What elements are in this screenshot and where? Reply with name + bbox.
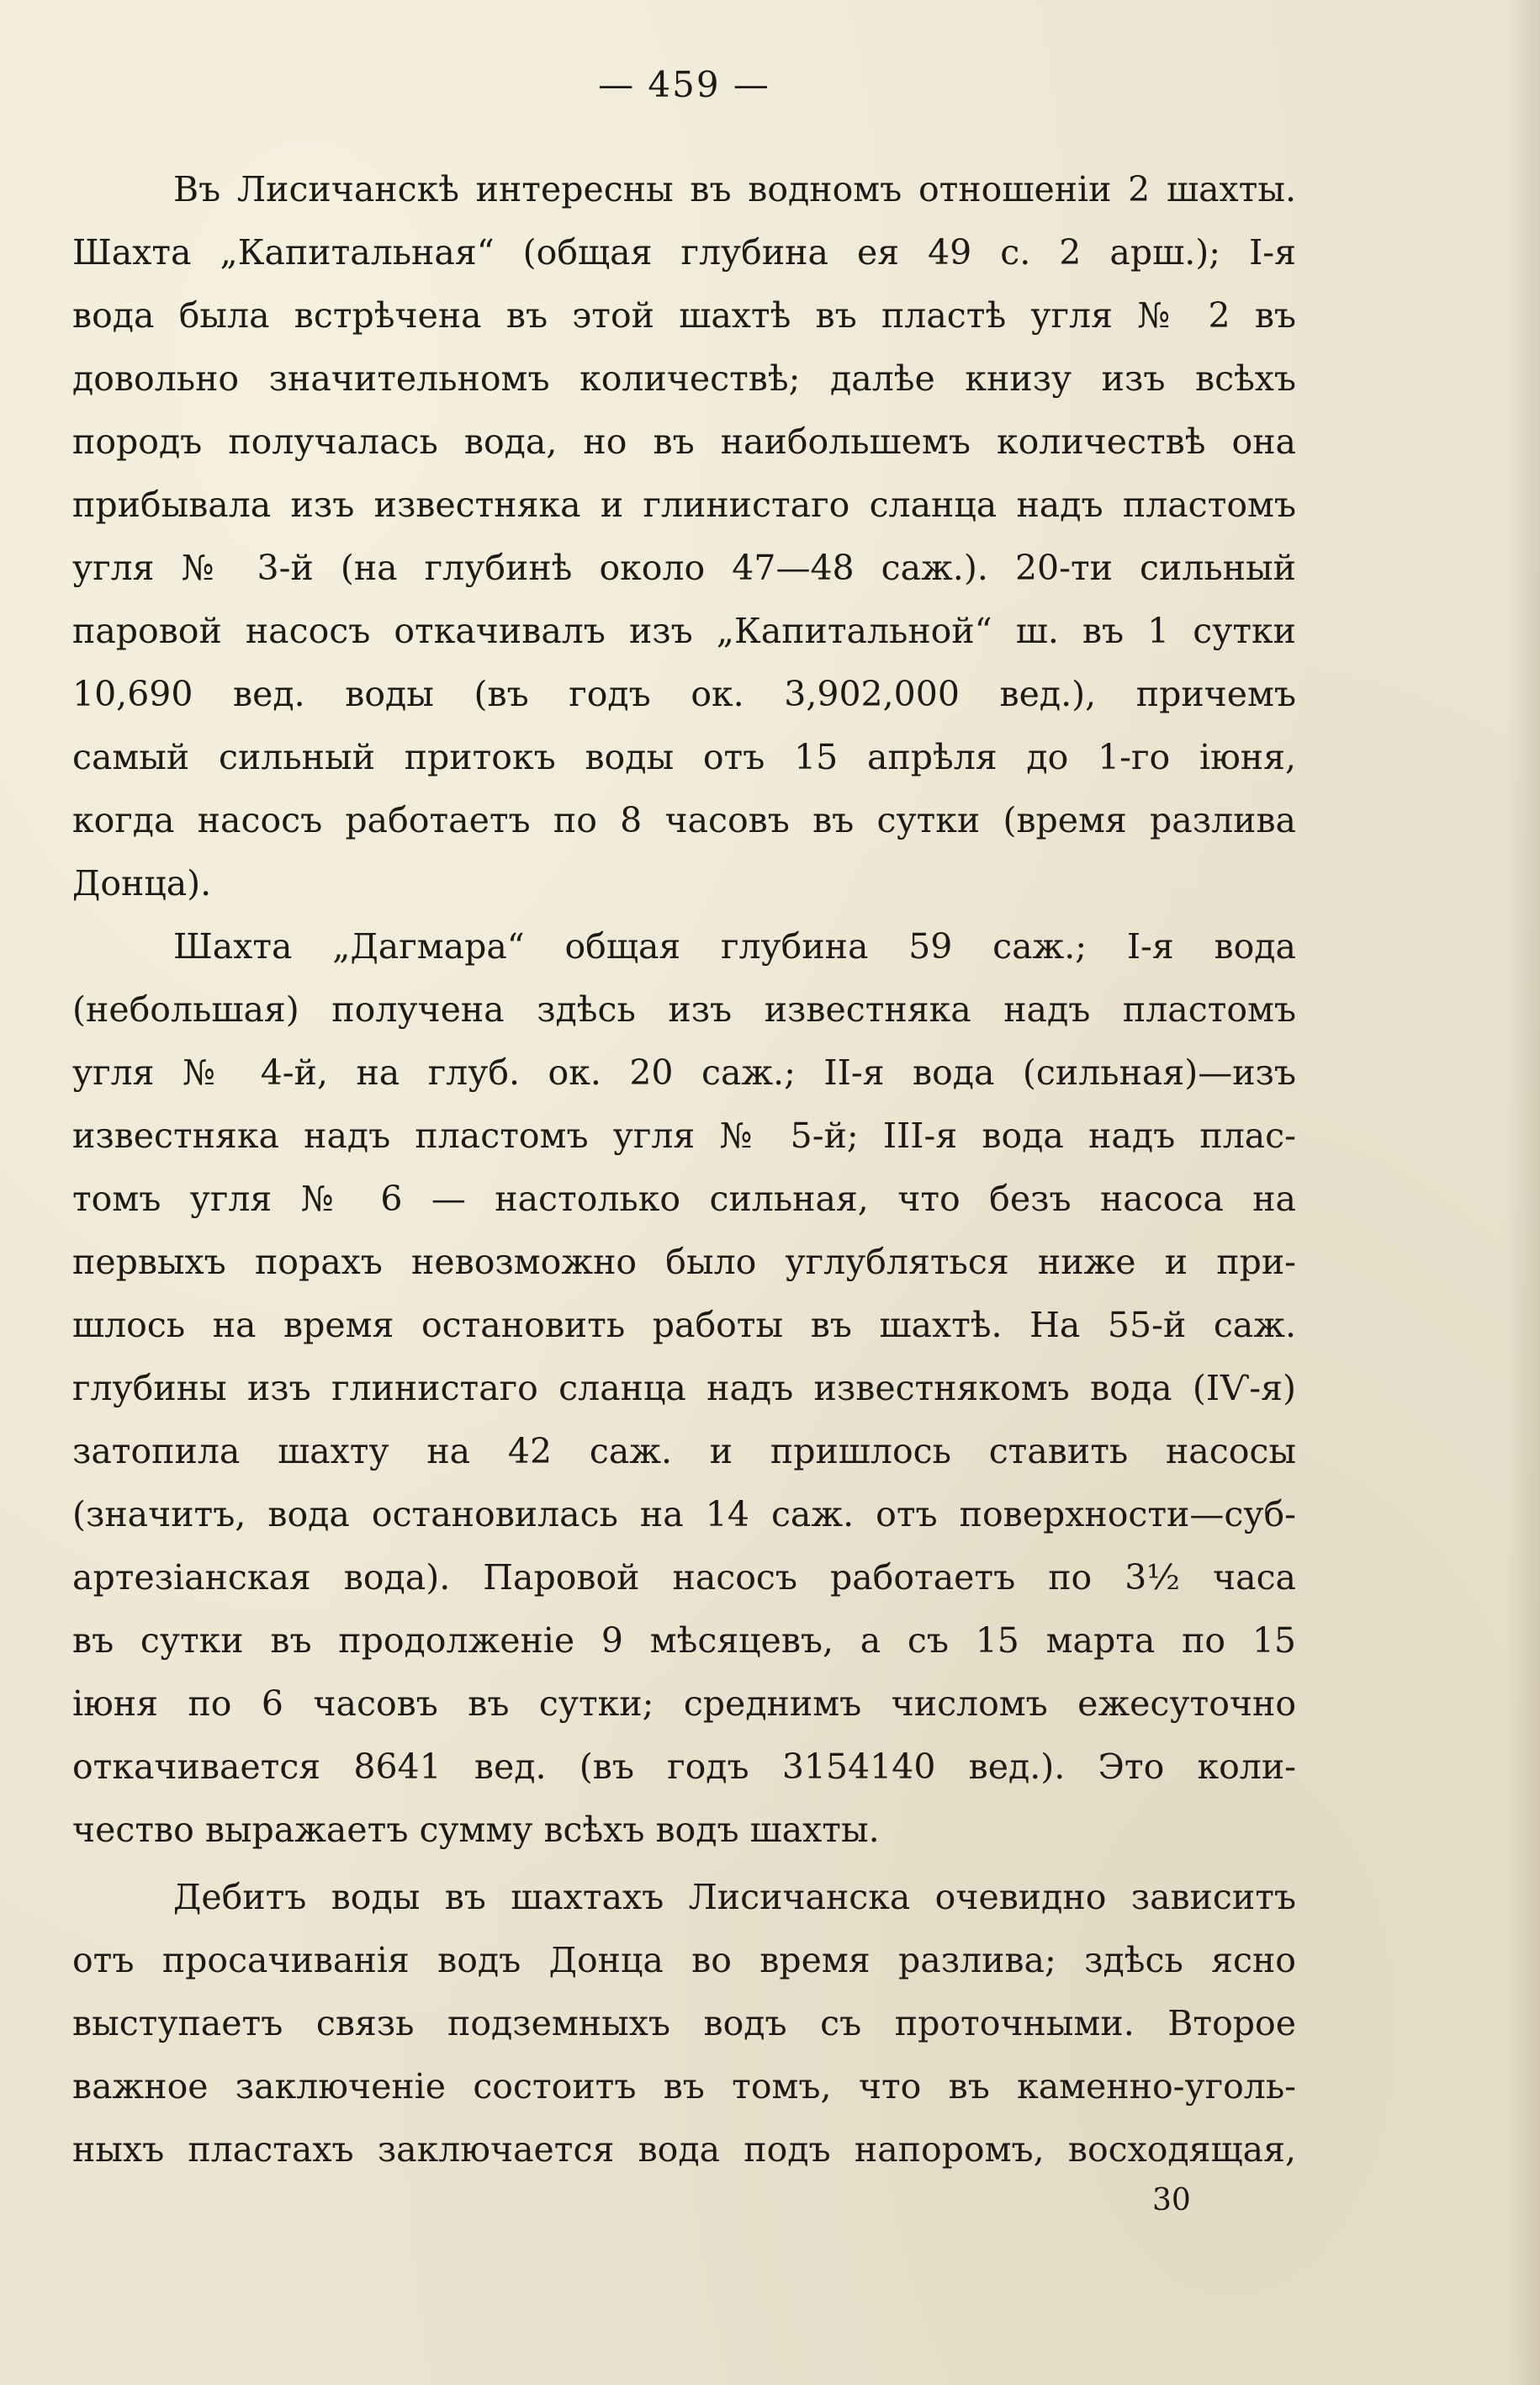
text-line: томъ угля № 6 — настолько сильная, что безъ насоса на	[72, 1179, 1296, 1219]
text-line: Дебитъ воды въ шахтахъ Лисичанска очевидно зависитъ	[173, 1877, 1296, 1917]
text-line: вода была встрѣчена въ этой шахтѣ въ пластѣ угля № 2 въ	[72, 295, 1296, 336]
text-line: самый сильный притокъ воды отъ 15 апрѣля до 1-го іюня,	[72, 737, 1296, 777]
text-line: іюня по 6 часовъ въ сутки; среднимъ числомъ ежесуточно	[72, 1683, 1296, 1724]
text-line: паровой насосъ откачивалъ изъ „Капитальной“ ш. въ 1 сутки	[72, 611, 1296, 651]
text-line: важное заключеніе состоитъ въ томъ, что въ каменно-уголь-	[72, 2066, 1296, 2107]
text-line: (значитъ, вода остановилась на 14 саж. отъ поверхности—суб-	[72, 1494, 1296, 1534]
text-line: прибывала изъ известняка и глинистаго сланца надъ пластомъ	[72, 485, 1296, 525]
text-line: первыхъ порахъ невозможно было углубляться ниже и при-	[72, 1242, 1296, 1282]
text-line: Донца).	[72, 863, 212, 904]
text-line: когда насосъ работаетъ по 8 часовъ въ сутки (время разлива	[72, 800, 1296, 840]
text-line: откачивается 8641 вед. (въ годъ 3154140 вед.). Это коли-	[72, 1746, 1296, 1787]
text-line: глубины изъ глинистаго сланца надъ известнякомъ вода (ІѴ-я)	[72, 1368, 1296, 1408]
text-line: затопила шахту на 42 саж. и пришлось ставить насосы	[72, 1431, 1296, 1471]
text-line: шлось на время остановить работы въ шахтѣ. На 55-й саж.	[72, 1305, 1296, 1345]
page-edge-shadow	[1506, 0, 1540, 2385]
text-line: артезіанская вода). Паровой насосъ работаетъ по 3½ часа	[72, 1557, 1296, 1598]
text-line: 10,690 вед. воды (въ годъ ок. 3,902,000 вед.), причемъ	[72, 674, 1296, 714]
text-line: довольно значительномъ количествѣ; далѣе книзу изъ всѣхъ	[72, 358, 1296, 399]
text-line: угля № 4-й, на глуб. ок. 20 саж.; ІІ-я вода (сильная)—изъ	[72, 1052, 1296, 1093]
text-line: (небольшая) получена здѣсь изъ известняка надъ пластомъ	[72, 989, 1296, 1030]
text-line: Шахта „Дагмара“ общая глубина 59 саж.; І-я вода	[173, 926, 1296, 967]
text-line: отъ просачиванія водъ Донца во время разлива; здѣсь ясно	[72, 1940, 1296, 1980]
text-line: породъ получалась вода, но въ наибольшемъ количествѣ она	[72, 421, 1296, 462]
text-line: Въ Лисичанскѣ интересны въ водномъ отношеніи 2 шахты.	[173, 169, 1296, 209]
text-line: ныхъ пластахъ заключается вода подъ напоромъ, восходящая,	[72, 2129, 1296, 2170]
text-line: выступаетъ связь подземныхъ водъ съ проточными. Второе	[72, 2003, 1296, 2043]
signature-mark: 30	[1152, 2183, 1191, 2218]
text-line: угля № 3-й (на глубинѣ около 47—48 саж.). 20-ти сильный	[72, 548, 1296, 588]
text-line: Шахта „Капитальная“ (общая глубина ея 49 с. 2 арш.); І-я	[72, 232, 1296, 273]
text-line: въ сутки въ продолженіе 9 мѣсяцевъ, а съ 15 марта по 15	[72, 1620, 1296, 1661]
page-number: — 459 —	[598, 64, 770, 105]
text-line: чество выражаетъ сумму всѣхъ водъ шахты.	[72, 1810, 880, 1850]
text-line: известняка надъ пластомъ угля № 5-й; ІІІ-я вода надъ плас-	[72, 1116, 1296, 1156]
